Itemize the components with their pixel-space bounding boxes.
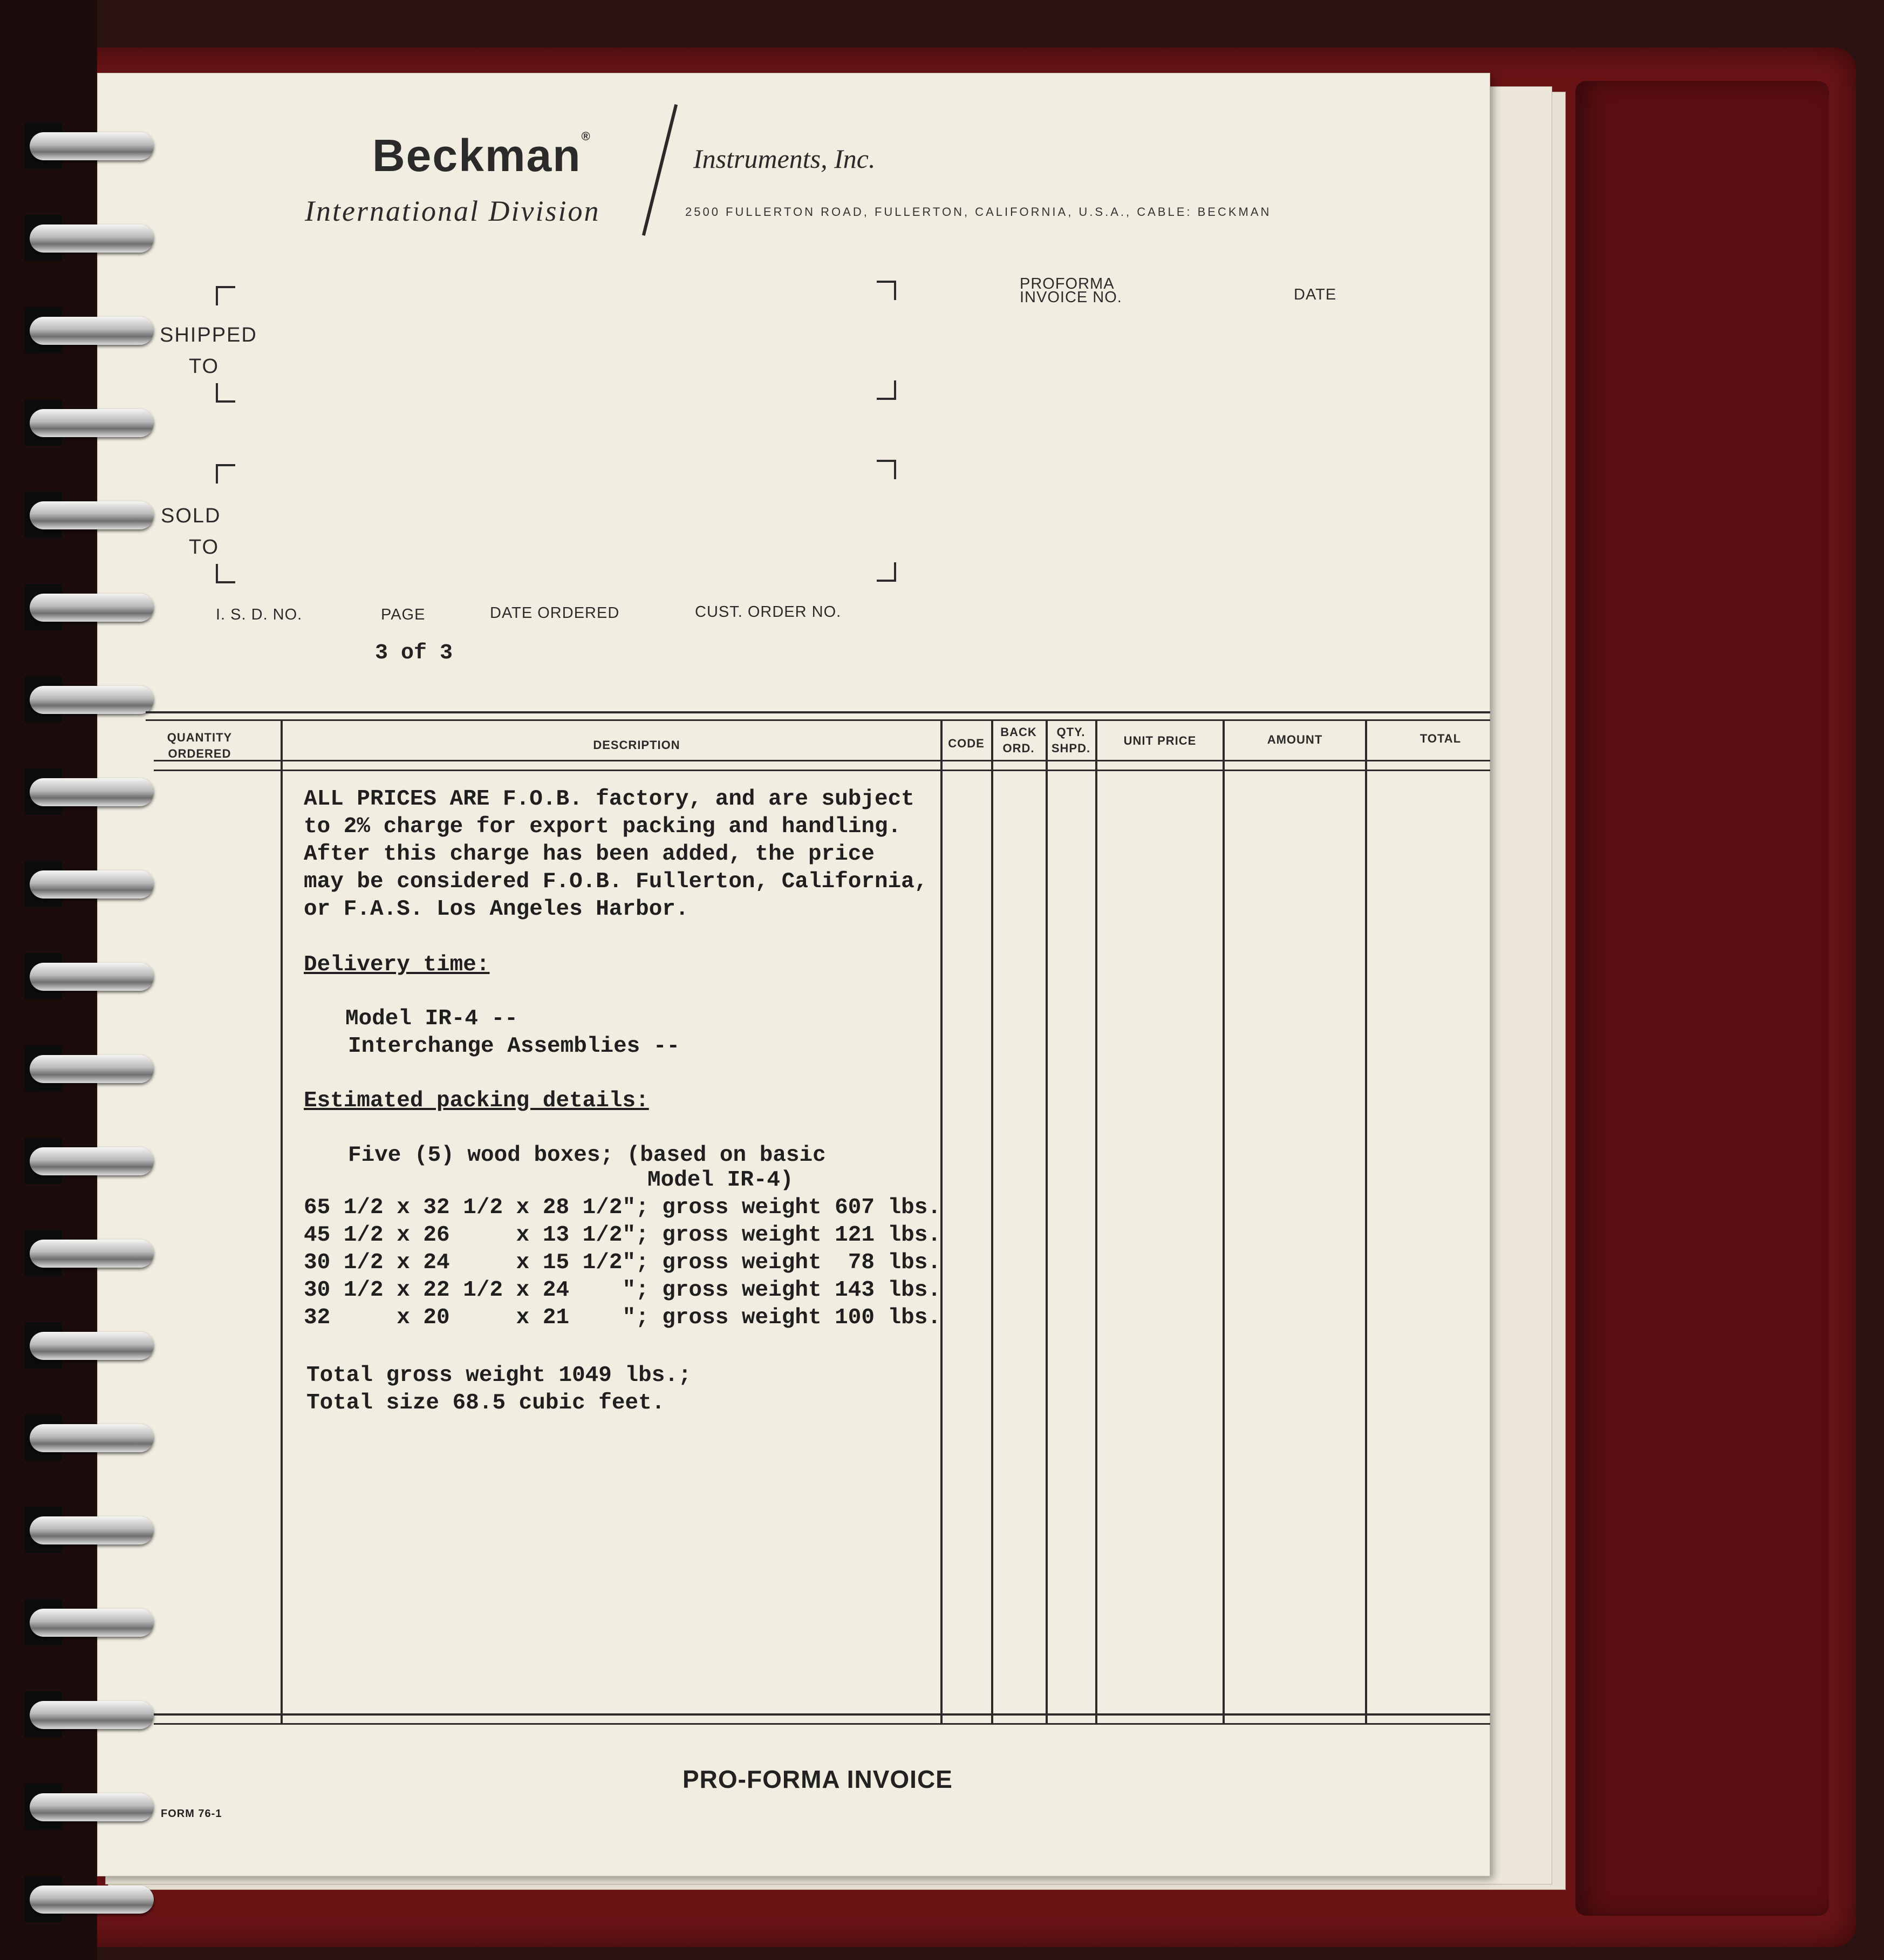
spiral-ring bbox=[30, 1609, 154, 1637]
delivery-heading: Delivery time: bbox=[304, 952, 490, 977]
col-qty-line1: QTY. bbox=[1056, 725, 1086, 739]
date-label: DATE bbox=[1294, 286, 1337, 303]
address-box-corner bbox=[216, 564, 235, 583]
spiral-ring bbox=[30, 1240, 154, 1268]
col-total: TOTAL bbox=[1419, 732, 1462, 745]
column-divider bbox=[281, 721, 283, 1725]
address-box-corner bbox=[216, 464, 235, 484]
column-divider bbox=[1365, 721, 1367, 1725]
spiral-ring bbox=[30, 1701, 154, 1729]
division-name: International Division bbox=[305, 195, 600, 227]
company-name: Instruments, Inc. bbox=[693, 144, 876, 174]
terms-line: or F.A.S. Los Angeles Harbor. bbox=[304, 897, 689, 922]
spiral-ring bbox=[30, 1793, 154, 1821]
sold-to-label: SOLD bbox=[161, 505, 221, 527]
total-line: Total size 68.5 cubic feet. bbox=[306, 1391, 665, 1415]
box-dimension-line: 45 1/2 x 26 x 13 1/2"; gross weight 121 lbs. bbox=[304, 1223, 941, 1248]
spiral-ring bbox=[30, 594, 154, 622]
form-title: PRO-FORMA INVOICE bbox=[682, 1765, 953, 1793]
delivery-line: Interchange Assemblies -- bbox=[348, 1034, 680, 1059]
form-number: FORM 76-1 bbox=[161, 1808, 222, 1820]
spiral-ring bbox=[30, 501, 154, 529]
address-box-corner bbox=[216, 383, 235, 403]
sold-to-label-2: TO bbox=[189, 536, 220, 559]
packing-intro: Five (5) wood boxes; (based on basic bbox=[348, 1143, 826, 1168]
table-top-rule bbox=[146, 711, 1490, 713]
spiral-ring bbox=[30, 132, 154, 160]
col-quantity-line1: QUANTITY bbox=[167, 731, 233, 744]
table-header-rule-2 bbox=[154, 770, 1490, 771]
box-dimension-line: 32 x 20 x 21 "; gross weight 100 lbs. bbox=[304, 1305, 941, 1330]
spiral-ring bbox=[30, 1055, 154, 1083]
binder-cover-edge bbox=[1575, 81, 1829, 1916]
terms-line: After this charge has been added, the price bbox=[304, 842, 875, 867]
column-divider bbox=[1046, 721, 1048, 1725]
packing-heading: Estimated packing details: bbox=[304, 1088, 649, 1113]
address-box-corner bbox=[877, 281, 896, 300]
spiral-ring bbox=[30, 1147, 154, 1175]
proforma-label: PROFORMA bbox=[1020, 275, 1115, 292]
shipped-to-label: SHIPPED bbox=[160, 324, 257, 346]
cust-order-no-label: CUST. ORDER NO. bbox=[695, 603, 842, 621]
terms-line: may be considered F.O.B. Fullerton, California, bbox=[304, 869, 928, 894]
page-label: PAGE bbox=[381, 606, 426, 623]
total-line: Total gross weight 1049 lbs.; bbox=[306, 1363, 692, 1388]
packing-intro: Model IR-4) bbox=[647, 1168, 794, 1193]
delivery-line: Model IR-4 -- bbox=[345, 1006, 518, 1031]
spiral-ring bbox=[30, 409, 154, 437]
col-code: CODE bbox=[948, 737, 985, 750]
col-unit-price: UNIT PRICE bbox=[1123, 734, 1197, 747]
col-qty-shipped bbox=[1048, 724, 1094, 757]
box-dimension-line: 30 1/2 x 22 1/2 x 24 "; gross weight 143 lbs. bbox=[304, 1278, 941, 1303]
spiral-ring bbox=[30, 1886, 154, 1914]
brand-logo: Beckman® bbox=[372, 130, 591, 181]
address-box-corner bbox=[216, 286, 235, 305]
spiral-ring bbox=[30, 963, 154, 991]
col-quantity-line2: ORDERED bbox=[168, 747, 231, 760]
company-address: 2500 FULLERTON ROAD, FULLERTON, CALIFORNIA, U.S.A., CABLE: BECKMAN bbox=[685, 205, 1272, 219]
terms-line: to 2% charge for export packing and handling. bbox=[304, 814, 902, 839]
shipped-to-label-2: TO bbox=[189, 355, 220, 378]
spiral-ring bbox=[30, 870, 154, 899]
column-divider bbox=[1223, 721, 1225, 1725]
spiral-ring bbox=[30, 317, 154, 345]
spiral-ring bbox=[30, 224, 154, 253]
col-back-line1: BACK bbox=[1000, 725, 1037, 739]
col-amount: AMOUNT bbox=[1267, 733, 1323, 746]
isd-no-label: I. S. D. NO. bbox=[216, 606, 303, 623]
brand-name: Beckman bbox=[372, 130, 582, 181]
box-dimension-line: 65 1/2 x 32 1/2 x 28 1/2"; gross weight 607 lbs. bbox=[304, 1195, 941, 1220]
spiral-ring bbox=[30, 1424, 154, 1452]
spiral-ring bbox=[30, 778, 154, 806]
address-box-corner bbox=[877, 460, 896, 479]
table-top-rule-2 bbox=[146, 719, 1490, 721]
col-back-ordered bbox=[994, 724, 1043, 757]
address-box-corner bbox=[877, 562, 896, 582]
column-divider bbox=[1095, 721, 1097, 1725]
invoice-no-label: INVOICE NO. bbox=[1020, 289, 1122, 306]
col-quantity-ordered bbox=[151, 730, 248, 762]
table-bottom-rule bbox=[154, 1713, 1490, 1716]
terms-line: ALL PRICES ARE F.O.B. factory, and are subject bbox=[304, 787, 914, 812]
page-value: 3 of 3 bbox=[375, 641, 453, 665]
spiral-ring bbox=[30, 686, 154, 714]
address-box-corner bbox=[877, 380, 896, 400]
col-back-line2: ORD. bbox=[1002, 741, 1035, 755]
box-dimension-line: 30 1/2 x 24 x 15 1/2"; gross weight 78 lbs. bbox=[304, 1250, 941, 1275]
spiral-ring bbox=[30, 1332, 154, 1360]
table-header-rule bbox=[154, 760, 1490, 761]
col-qty-line2: SHPD. bbox=[1051, 741, 1091, 755]
spiral-ring bbox=[30, 1516, 154, 1544]
column-divider bbox=[991, 721, 993, 1725]
table-bottom-rule-2 bbox=[154, 1723, 1490, 1725]
col-description: DESCRIPTION bbox=[593, 738, 680, 752]
date-ordered-label: DATE ORDERED bbox=[490, 604, 620, 622]
